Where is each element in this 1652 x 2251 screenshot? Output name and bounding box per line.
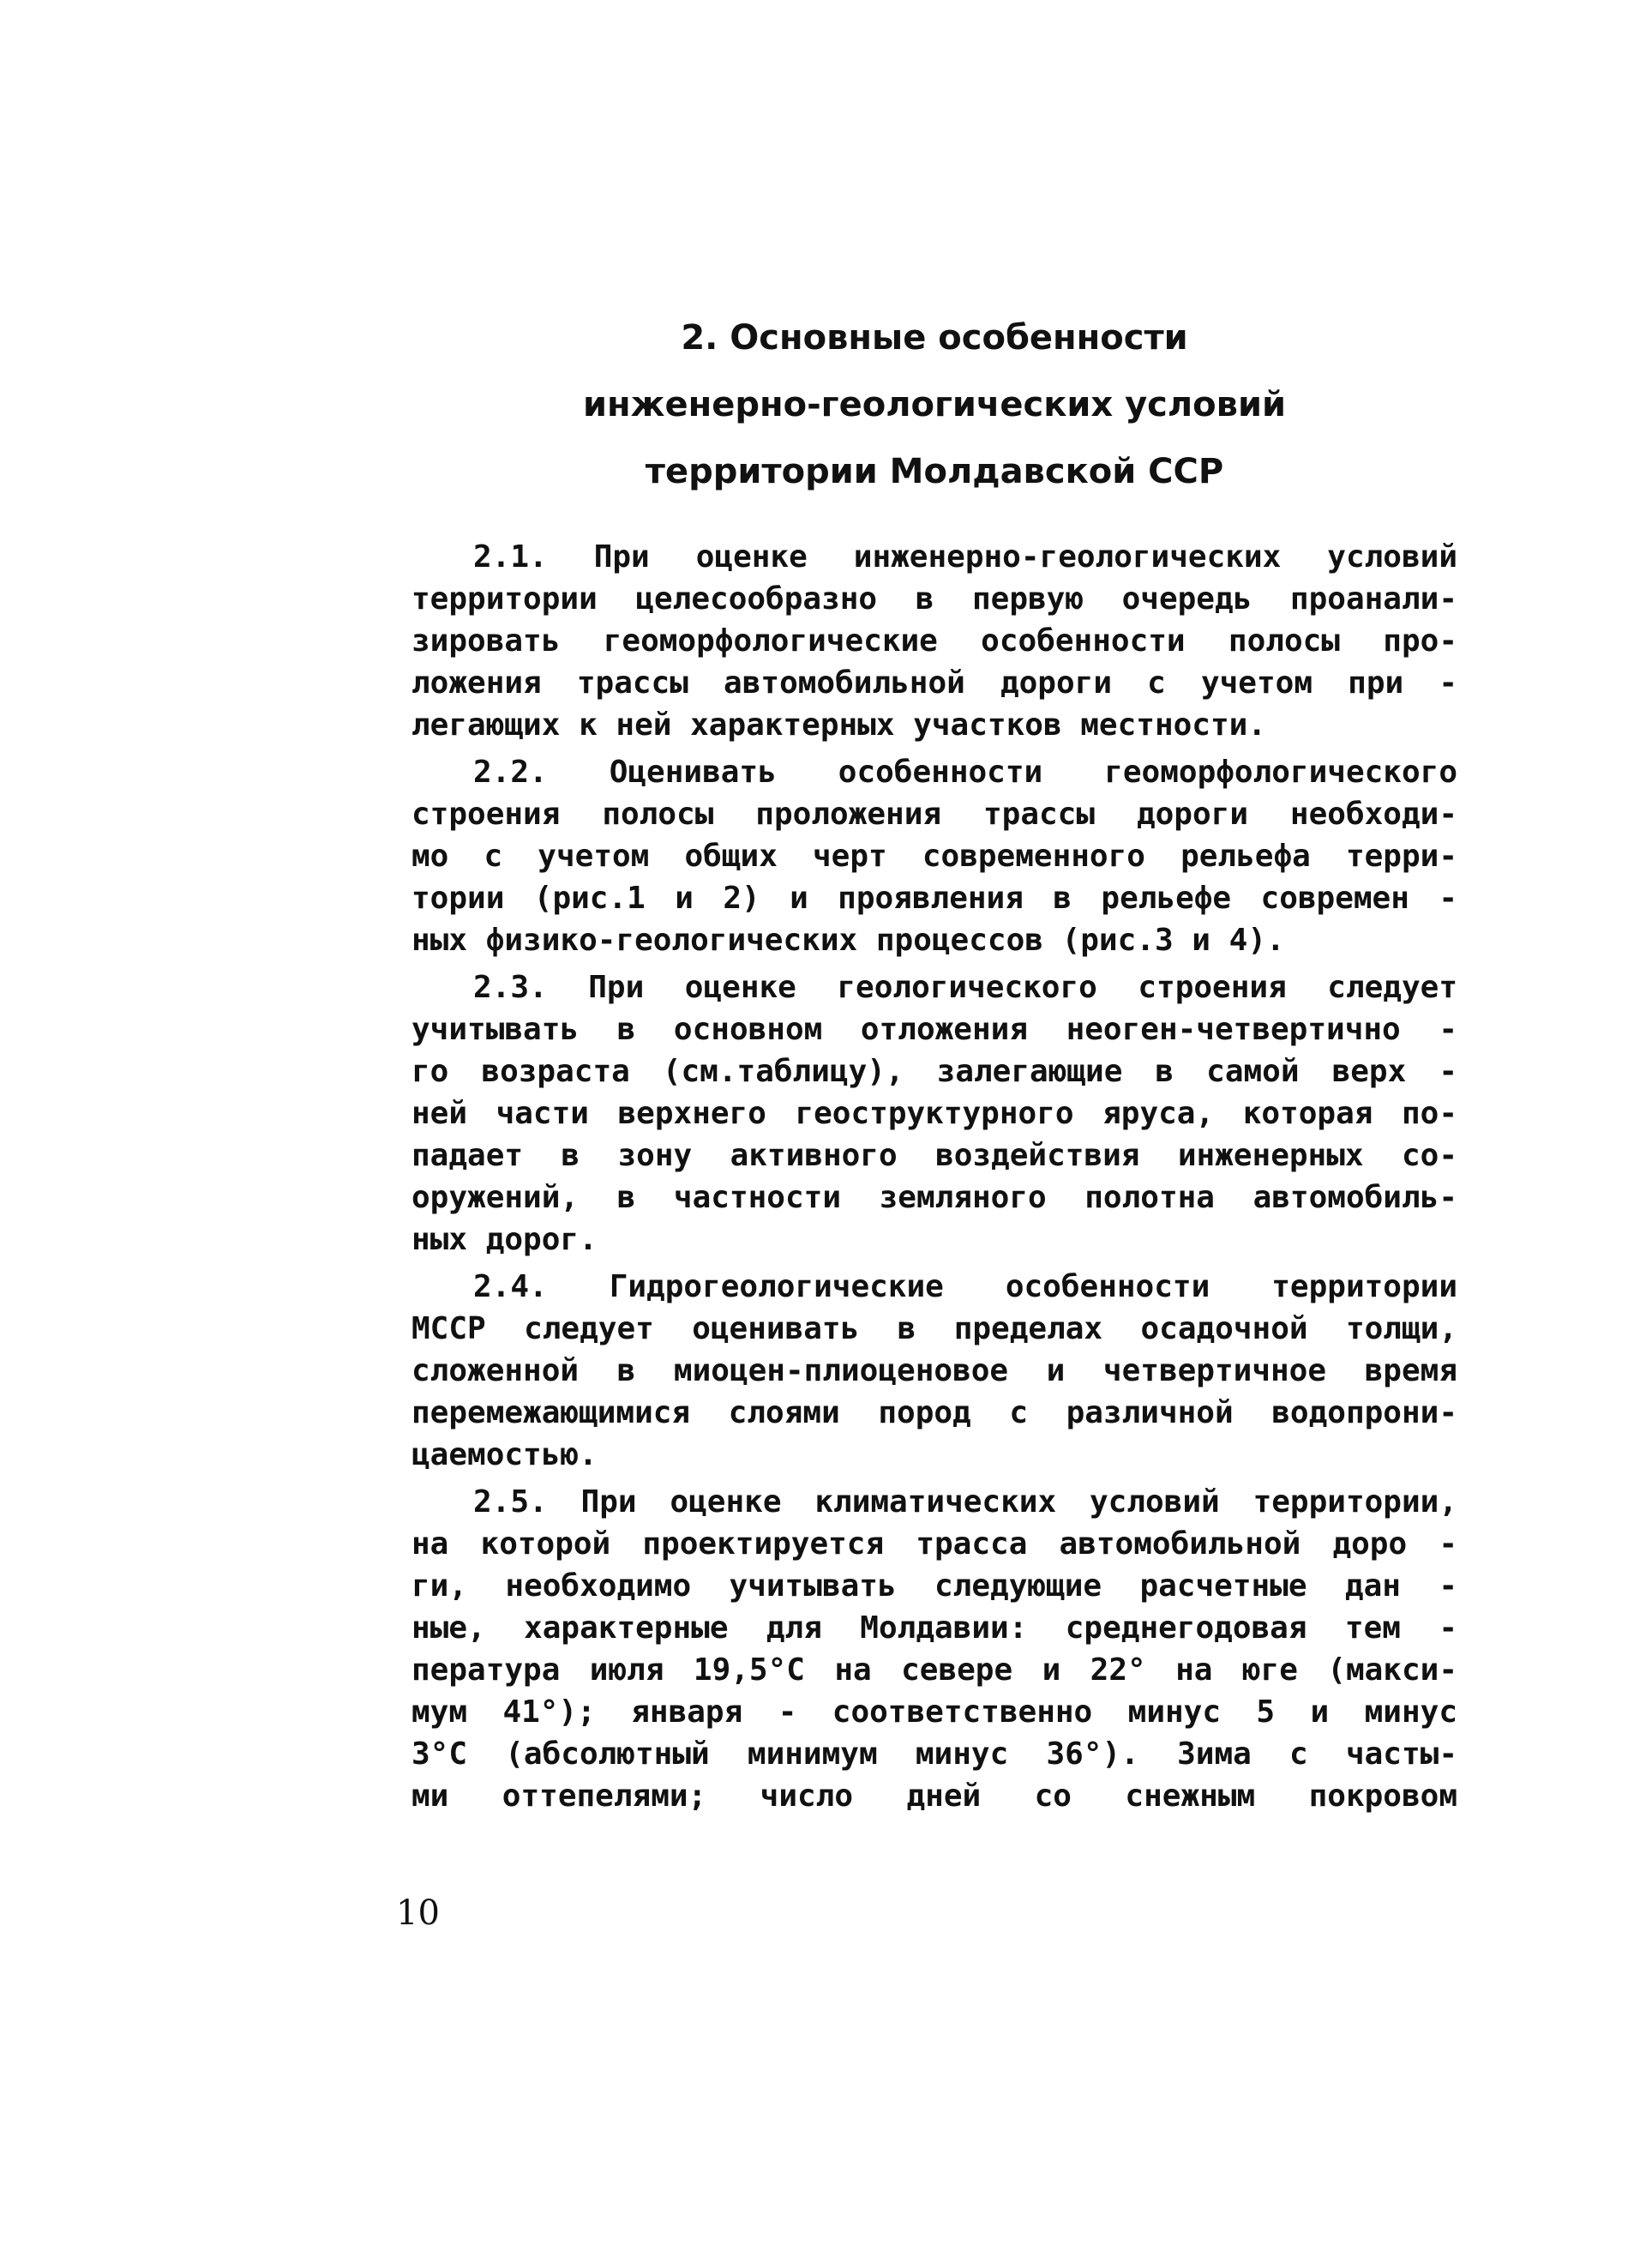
paragraph-2-1 (411, 536, 1457, 746)
text-line: пература июля 19,5°С на севере и 22° на юге (макси- (411, 1652, 1457, 1688)
text-line: го возраста (см.таблицу), залегающие в самой верх - (411, 1054, 1457, 1089)
text-line: ги, необходимо учитывать следующие расчетные дан - (411, 1568, 1457, 1604)
paragraph-2-4 (411, 1266, 1457, 1476)
heading-line: 2. Основные особенности (681, 318, 1188, 358)
text-line: перемежающимися слоями пород с различной водопрони- (411, 1395, 1457, 1430)
text-line: ных физико-геологических процессов (рис.3 и 4). (411, 923, 1285, 958)
text-line: оружений, в частности земляного полотна автомобиль- (411, 1180, 1457, 1215)
paragraph-2-3 (411, 966, 1457, 1261)
text-line: строения полосы проложения трассы дороги необходи- (411, 797, 1457, 832)
text-line: на которой проектируется трасса автомобильной доро - (411, 1526, 1457, 1562)
text-line: 2.5. При оценке климатических условий территории, (473, 1484, 1457, 1520)
section-heading (411, 304, 1457, 505)
text-line: ных дорог. (411, 1222, 598, 1257)
paragraph-2-2 (411, 751, 1457, 961)
text-line: легающих к ней характерных участков местности. (411, 707, 1266, 743)
text-line: 2.3. При оценке геологического строения следует (473, 970, 1457, 1005)
text-line: учитывать в основном отложения неоген-четвертично - (411, 1012, 1457, 1047)
text-line: 2.2. Оценивать особенности геоморфологического (473, 755, 1457, 790)
text-line: мо с учетом общих черт современного рельефа терри- (411, 839, 1457, 874)
text-line: цаемостью. (411, 1437, 598, 1472)
text-line: зировать геоморфологические особенности полосы про- (411, 623, 1457, 659)
text-line: падает в зону активного воздействия инженерных со- (411, 1138, 1457, 1173)
text-line: сложенной в миоцен-плиоценовое и четвертичное время (411, 1353, 1457, 1388)
text-line: МССР следует оценивать в пределах осадочной толщи, (411, 1311, 1457, 1346)
text-line: территории целесообразно в первую очередь проанали- (411, 581, 1457, 617)
text-line: 2.4. Гидрогеологические особенности территории (473, 1269, 1457, 1304)
text-line: ные, характерные для Молдавии: среднегодовая тем - (411, 1610, 1457, 1646)
text-line: ней части верхнего геоструктурного яруса, которая по- (411, 1096, 1457, 1131)
text-line: ложения трассы автомобильной дороги с учетом при - (411, 665, 1457, 701)
heading-line: инженерно-геологических условий (582, 385, 1287, 424)
paragraph-2-5 (411, 1481, 1457, 1817)
body-text (411, 536, 1457, 1822)
text-line: мум 41°); января - соответственно минус 5 и минус (411, 1694, 1457, 1730)
text-line: 2.1. При оценке инженерно-геологических условий (473, 539, 1457, 575)
text-line: 3°С (абсолютный минимум минус 36°). Зима с часты- (411, 1736, 1457, 1772)
text-line: ми оттепелями; число дней со снежным покровом (411, 1779, 1457, 1814)
text-line: тории (рис.1 и 2) и проявления в рельефе современ - (411, 881, 1457, 916)
heading-line: территории Молдавской ССР (645, 452, 1224, 491)
page-number: 10 (396, 1893, 440, 1933)
